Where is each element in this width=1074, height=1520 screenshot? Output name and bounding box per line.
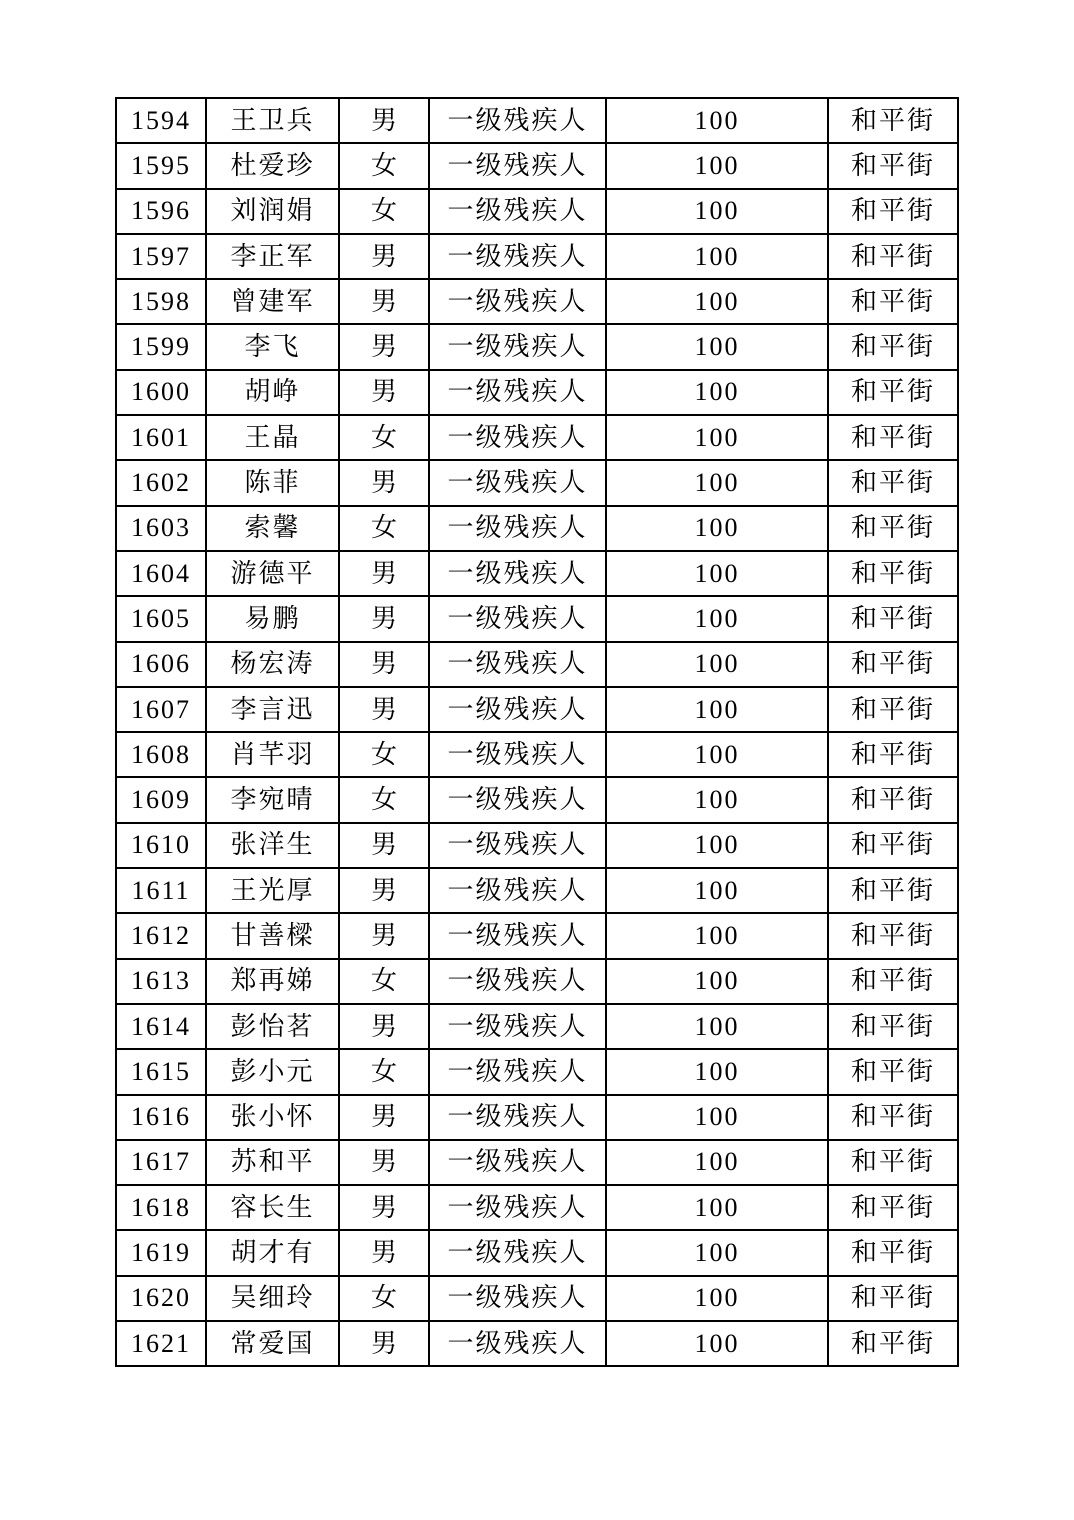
- name-cell: 曾建军: [206, 279, 339, 324]
- disability-level-cell: 一级残疾人: [429, 732, 606, 777]
- table-row: [116, 1321, 958, 1366]
- row-number-cell: 1611: [116, 868, 206, 913]
- row-number-cell: 1595: [116, 143, 206, 188]
- gender-cell: 女: [339, 777, 429, 822]
- row-number-cell: 1602: [116, 460, 206, 505]
- name-cell: 李言迅: [206, 687, 339, 732]
- disability-level-cell: 一级残疾人: [429, 324, 606, 369]
- name-cell: 彭小元: [206, 1049, 339, 1094]
- name-cell: 游德平: [206, 551, 339, 596]
- amount-cell: 100: [606, 506, 828, 551]
- disability-level-cell: 一级残疾人: [429, 959, 606, 1004]
- amount-cell: 100: [606, 732, 828, 777]
- table-row: [116, 687, 958, 732]
- gender-cell: 男: [339, 868, 429, 913]
- table-row: [116, 551, 958, 596]
- name-cell: 易鹏: [206, 596, 339, 641]
- gender-cell: 男: [339, 324, 429, 369]
- disability-level-cell: 一级残疾人: [429, 868, 606, 913]
- amount-cell: 100: [606, 1185, 828, 1230]
- amount-cell: 100: [606, 1049, 828, 1094]
- gender-cell: 女: [339, 143, 429, 188]
- amount-cell: 100: [606, 1004, 828, 1049]
- name-cell: 王卫兵: [206, 98, 339, 143]
- disability-level-cell: 一级残疾人: [429, 506, 606, 551]
- roster-table: [115, 97, 959, 1367]
- name-cell: 郑再娣: [206, 959, 339, 1004]
- area-cell: 和平街: [828, 370, 958, 415]
- gender-cell: 男: [339, 596, 429, 641]
- area-cell: 和平街: [828, 460, 958, 505]
- gender-cell: 男: [339, 279, 429, 324]
- name-cell: 李飞: [206, 324, 339, 369]
- area-cell: 和平街: [828, 913, 958, 958]
- table-row: [116, 1276, 958, 1321]
- disability-level-cell: 一级残疾人: [429, 370, 606, 415]
- disability-level-cell: 一级残疾人: [429, 1276, 606, 1321]
- amount-cell: 100: [606, 98, 828, 143]
- row-number-cell: 1618: [116, 1185, 206, 1230]
- disability-level-cell: 一级残疾人: [429, 1095, 606, 1140]
- row-number-cell: 1612: [116, 913, 206, 958]
- name-cell: 索馨: [206, 506, 339, 551]
- table-row: [116, 868, 958, 913]
- table-row: [116, 234, 958, 279]
- gender-cell: 女: [339, 506, 429, 551]
- name-cell: 苏和平: [206, 1140, 339, 1185]
- disability-level-cell: 一级残疾人: [429, 913, 606, 958]
- amount-cell: 100: [606, 642, 828, 687]
- area-cell: 和平街: [828, 1140, 958, 1185]
- area-cell: 和平街: [828, 324, 958, 369]
- disability-level-cell: 一级残疾人: [429, 1230, 606, 1275]
- row-number-cell: 1614: [116, 1004, 206, 1049]
- table-row: [116, 324, 958, 369]
- disability-level-cell: 一级残疾人: [429, 596, 606, 641]
- disability-level-cell: 一级残疾人: [429, 279, 606, 324]
- name-cell: 容长生: [206, 1185, 339, 1230]
- amount-cell: 100: [606, 777, 828, 822]
- row-number-cell: 1594: [116, 98, 206, 143]
- amount-cell: 100: [606, 370, 828, 415]
- table-row: [116, 1004, 958, 1049]
- amount-cell: 100: [606, 913, 828, 958]
- table-row: [116, 823, 958, 868]
- table-row: [116, 415, 958, 460]
- row-number-cell: 1597: [116, 234, 206, 279]
- name-cell: 肖芊羽: [206, 732, 339, 777]
- gender-cell: 男: [339, 1185, 429, 1230]
- table-row: [116, 98, 958, 143]
- gender-cell: 女: [339, 959, 429, 1004]
- area-cell: 和平街: [828, 687, 958, 732]
- gender-cell: 女: [339, 189, 429, 234]
- row-number-cell: 1599: [116, 324, 206, 369]
- name-cell: 吴细玲: [206, 1276, 339, 1321]
- area-cell: 和平街: [828, 868, 958, 913]
- area-cell: 和平街: [828, 732, 958, 777]
- area-cell: 和平街: [828, 777, 958, 822]
- area-cell: 和平街: [828, 98, 958, 143]
- amount-cell: 100: [606, 279, 828, 324]
- gender-cell: 男: [339, 1140, 429, 1185]
- row-number-cell: 1617: [116, 1140, 206, 1185]
- disability-level-cell: 一级残疾人: [429, 1140, 606, 1185]
- row-number-cell: 1608: [116, 732, 206, 777]
- disability-level-cell: 一级残疾人: [429, 1004, 606, 1049]
- table-row: [116, 460, 958, 505]
- amount-cell: 100: [606, 324, 828, 369]
- row-number-cell: 1616: [116, 1095, 206, 1140]
- name-cell: 杨宏涛: [206, 642, 339, 687]
- area-cell: 和平街: [828, 1230, 958, 1275]
- gender-cell: 男: [339, 234, 429, 279]
- row-number-cell: 1604: [116, 551, 206, 596]
- name-cell: 胡才有: [206, 1230, 339, 1275]
- table-row: [116, 1140, 958, 1185]
- amount-cell: 100: [606, 1230, 828, 1275]
- name-cell: 张小怀: [206, 1095, 339, 1140]
- name-cell: 李正军: [206, 234, 339, 279]
- gender-cell: 男: [339, 1004, 429, 1049]
- gender-cell: 女: [339, 1049, 429, 1094]
- disability-level-cell: 一级残疾人: [429, 1049, 606, 1094]
- disability-level-cell: 一级残疾人: [429, 98, 606, 143]
- gender-cell: 男: [339, 687, 429, 732]
- row-number-cell: 1601: [116, 415, 206, 460]
- gender-cell: 女: [339, 415, 429, 460]
- name-cell: 李宛晴: [206, 777, 339, 822]
- table-row: [116, 777, 958, 822]
- table-row: [116, 1095, 958, 1140]
- amount-cell: 100: [606, 551, 828, 596]
- area-cell: 和平街: [828, 415, 958, 460]
- row-number-cell: 1619: [116, 1230, 206, 1275]
- amount-cell: 100: [606, 823, 828, 868]
- table-row: [116, 279, 958, 324]
- amount-cell: 100: [606, 959, 828, 1004]
- table-row: [116, 959, 958, 1004]
- amount-cell: 100: [606, 1276, 828, 1321]
- table-row: [116, 189, 958, 234]
- gender-cell: 男: [339, 823, 429, 868]
- disability-level-cell: 一级残疾人: [429, 415, 606, 460]
- name-cell: 甘善樑: [206, 913, 339, 958]
- table-row: [116, 596, 958, 641]
- gender-cell: 男: [339, 98, 429, 143]
- name-cell: 杜爱珍: [206, 143, 339, 188]
- disability-level-cell: 一级残疾人: [429, 642, 606, 687]
- gender-cell: 男: [339, 1095, 429, 1140]
- amount-cell: 100: [606, 596, 828, 641]
- area-cell: 和平街: [828, 1004, 958, 1049]
- table-row: [116, 370, 958, 415]
- gender-cell: 男: [339, 551, 429, 596]
- gender-cell: 男: [339, 913, 429, 958]
- table-row: [116, 1185, 958, 1230]
- area-cell: 和平街: [828, 234, 958, 279]
- roster-table-body: [116, 98, 958, 1366]
- row-number-cell: 1605: [116, 596, 206, 641]
- disability-level-cell: 一级残疾人: [429, 1185, 606, 1230]
- table-row: [116, 913, 958, 958]
- amount-cell: 100: [606, 143, 828, 188]
- name-cell: 王光厚: [206, 868, 339, 913]
- name-cell: 王晶: [206, 415, 339, 460]
- row-number-cell: 1613: [116, 959, 206, 1004]
- gender-cell: 男: [339, 460, 429, 505]
- amount-cell: 100: [606, 415, 828, 460]
- row-number-cell: 1606: [116, 642, 206, 687]
- gender-cell: 男: [339, 1230, 429, 1275]
- table-row: [116, 506, 958, 551]
- row-number-cell: 1596: [116, 189, 206, 234]
- table-row: [116, 732, 958, 777]
- area-cell: 和平街: [828, 642, 958, 687]
- row-number-cell: 1607: [116, 687, 206, 732]
- area-cell: 和平街: [828, 1049, 958, 1094]
- table-row: [116, 1230, 958, 1275]
- disability-level-cell: 一级残疾人: [429, 234, 606, 279]
- amount-cell: 100: [606, 189, 828, 234]
- amount-cell: 100: [606, 1140, 828, 1185]
- amount-cell: 100: [606, 687, 828, 732]
- name-cell: 张洋生: [206, 823, 339, 868]
- area-cell: 和平街: [828, 143, 958, 188]
- row-number-cell: 1603: [116, 506, 206, 551]
- amount-cell: 100: [606, 1321, 828, 1366]
- table-row: [116, 1049, 958, 1094]
- gender-cell: 男: [339, 1321, 429, 1366]
- area-cell: 和平街: [828, 279, 958, 324]
- row-number-cell: 1598: [116, 279, 206, 324]
- name-cell: 刘润娟: [206, 189, 339, 234]
- amount-cell: 100: [606, 460, 828, 505]
- disability-level-cell: 一级残疾人: [429, 143, 606, 188]
- amount-cell: 100: [606, 868, 828, 913]
- disability-level-cell: 一级残疾人: [429, 1321, 606, 1366]
- row-number-cell: 1621: [116, 1321, 206, 1366]
- amount-cell: 100: [606, 234, 828, 279]
- gender-cell: 男: [339, 642, 429, 687]
- row-number-cell: 1615: [116, 1049, 206, 1094]
- area-cell: 和平街: [828, 1185, 958, 1230]
- disability-level-cell: 一级残疾人: [429, 687, 606, 732]
- row-number-cell: 1600: [116, 370, 206, 415]
- row-number-cell: 1620: [116, 1276, 206, 1321]
- disability-level-cell: 一级残疾人: [429, 460, 606, 505]
- disability-level-cell: 一级残疾人: [429, 823, 606, 868]
- area-cell: 和平街: [828, 551, 958, 596]
- row-number-cell: 1610: [116, 823, 206, 868]
- name-cell: 彭怡茗: [206, 1004, 339, 1049]
- area-cell: 和平街: [828, 506, 958, 551]
- table-row: [116, 642, 958, 687]
- disability-level-cell: 一级残疾人: [429, 189, 606, 234]
- area-cell: 和平街: [828, 959, 958, 1004]
- name-cell: 胡峥: [206, 370, 339, 415]
- area-cell: 和平街: [828, 189, 958, 234]
- gender-cell: 女: [339, 1276, 429, 1321]
- amount-cell: 100: [606, 1095, 828, 1140]
- row-number-cell: 1609: [116, 777, 206, 822]
- disability-level-cell: 一级残疾人: [429, 551, 606, 596]
- gender-cell: 女: [339, 732, 429, 777]
- area-cell: 和平街: [828, 596, 958, 641]
- area-cell: 和平街: [828, 1321, 958, 1366]
- gender-cell: 男: [339, 370, 429, 415]
- area-cell: 和平街: [828, 823, 958, 868]
- name-cell: 常爱国: [206, 1321, 339, 1366]
- area-cell: 和平街: [828, 1095, 958, 1140]
- area-cell: 和平街: [828, 1276, 958, 1321]
- disability-level-cell: 一级残疾人: [429, 777, 606, 822]
- table-row: [116, 143, 958, 188]
- name-cell: 陈菲: [206, 460, 339, 505]
